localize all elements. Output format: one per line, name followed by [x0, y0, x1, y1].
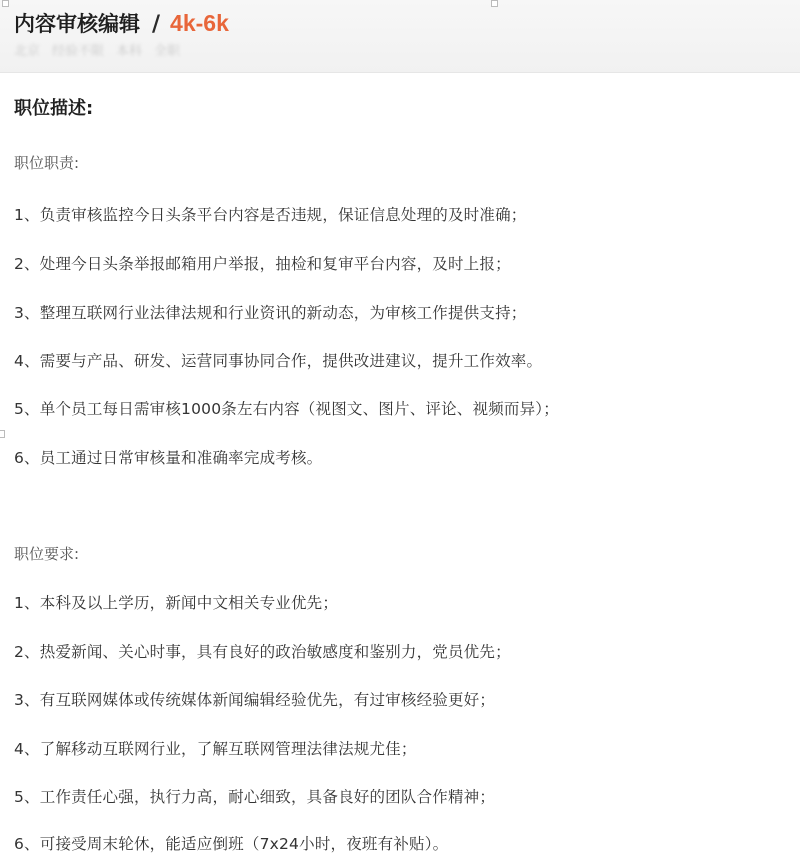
- responsibilities-label: 职位职责:: [14, 154, 80, 172]
- job-title-row: [14, 8, 229, 38]
- requirement-item: 4、了解移动互联网行业，了解互联网管理法律法规尤佳；: [14, 740, 417, 758]
- job-meta-city: 北京: [14, 44, 41, 59]
- crop-marker-center: [491, 0, 498, 7]
- job-meta-type: 全职: [154, 44, 181, 59]
- salary-range: 4k-6k: [170, 10, 229, 36]
- description-heading: 职位描述:: [14, 98, 94, 119]
- requirement-item: 1、本科及以上学历，新闻中文相关专业优先；: [14, 594, 339, 612]
- responsibility-item: 3、整理互联网行业法律法规和行业资讯的新动态，为审核工作提供支持；: [14, 304, 527, 322]
- requirement-item: 3、有互联网媒体或传统媒体新闻编辑经验优先，有过审核经验更好；: [14, 691, 496, 709]
- responsibility-item: 2、处理今日头条举报邮箱用户举报，抽检和复审平台内容，及时上报；: [14, 255, 511, 273]
- job-meta-experience: 经验不限: [52, 44, 105, 59]
- title-separator: /: [152, 12, 161, 37]
- responsibility-item: 6、员工通过日常审核量和准确率完成考核。: [14, 449, 323, 467]
- job-title: 内容审核编辑: [14, 12, 140, 36]
- job-header: [0, 0, 800, 73]
- responsibility-item: 1、负责审核监控今日头条平台内容是否违规，保证信息处理的及时准确；: [14, 206, 527, 224]
- requirement-item: 6、可接受周末轮休，能适应倒班（7x24小时，夜班有补贴）。: [14, 835, 449, 853]
- job-meta-blurred: [14, 40, 180, 59]
- requirement-item: 5、工作责任心强，执行力高，耐心细致，具备良好的团队合作精神；: [14, 788, 496, 806]
- requirement-item: 2、热爱新闻、关心时事，具有良好的政治敏感度和鉴别力，党员优先；: [14, 643, 511, 661]
- crop-marker-left: [2, 0, 9, 7]
- responsibility-item: 5、单个员工每日需审核1000条左右内容（视图文、图片、评论、视频而异）；: [14, 400, 559, 418]
- crop-marker-side: [0, 430, 5, 438]
- requirements-label: 职位要求:: [14, 545, 80, 563]
- responsibility-item: 4、需要与产品、研发、运营同事协同合作，提供改进建议，提升工作效率。: [14, 352, 543, 370]
- job-meta-degree: 本科: [116, 44, 143, 59]
